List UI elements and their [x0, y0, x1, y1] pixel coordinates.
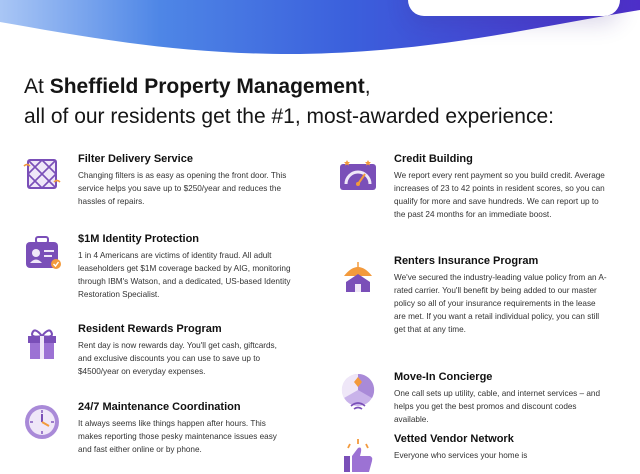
- feature-description: Changing filters is as easy as opening the front door. This service helps you save up to $250/year and reduces the hassles of repairs.: [78, 171, 287, 206]
- company-name: Sheffield Property Management: [49, 75, 365, 98]
- feature-description: It always seems like things happen after hours. This makes reporting those pesky maintenance issues easy and fast either online or by phone.: [78, 419, 277, 454]
- feature-description: Everyone who services your home is: [394, 451, 528, 460]
- umbrella-house-icon: [338, 256, 378, 296]
- feature-description: We report every rent payment so you build credit. Average increases of 23 to 42 points in resident scores, so you can qualify for more and save hundreds. We can report up to the past 24 months for an immediate boost.: [394, 171, 605, 219]
- feature-description: Rent day is now rewards day. You'll get cash, giftcards, and exclusive discounts you can use to save up to $4500/year on everyday expenses.: [78, 341, 277, 376]
- hero-card: [408, 0, 620, 16]
- feature-title: $1M Identity Protection: [78, 233, 200, 245]
- clock-icon: [22, 402, 62, 442]
- feature-title: 24/7 Maintenance Coordination: [78, 401, 241, 413]
- credit-gauge-icon: [338, 154, 378, 194]
- utilities-wheel-icon: [338, 372, 378, 412]
- feature-description: 1 in 4 Americans are victims of identity fraud. All adult leaseholders get $1M coverage backed by AIG, monitoring through IBM's Watson, and a dedicated, US-based Identity Restoration Specialist.: [78, 251, 291, 299]
- feature-title: Filter Delivery Service: [78, 153, 193, 165]
- feature-title: Resident Rewards Program: [78, 323, 222, 335]
- feature-title: Move-In Concierge: [394, 371, 493, 383]
- gift-icon: [22, 324, 62, 364]
- headline-line2: all of our residents get the #1, most-awarded experience:: [24, 105, 554, 128]
- headline-prefix: At: [24, 75, 50, 98]
- headline-suffix: ,: [364, 75, 371, 98]
- air-filter-icon: [22, 154, 62, 194]
- page-headline: [24, 72, 624, 132]
- thumbs-up-icon: [338, 434, 378, 474]
- feature-description: We've secured the industry-leading value policy from an A-rated carrier. You'll benefit by being added to our master policy so all of your insurance requirements in the lease are met. If you want a retail individual policy, you can still get that at any time.: [394, 273, 607, 334]
- id-badge-icon: [22, 234, 62, 274]
- feature-title: Renters Insurance Program: [394, 255, 539, 267]
- feature-title: Credit Building: [394, 153, 473, 165]
- feature-title: Vetted Vendor Network: [394, 433, 514, 445]
- feature-description: One call sets up utility, cable, and internet services – and helps you get the best promos and discount codes available.: [394, 389, 601, 424]
